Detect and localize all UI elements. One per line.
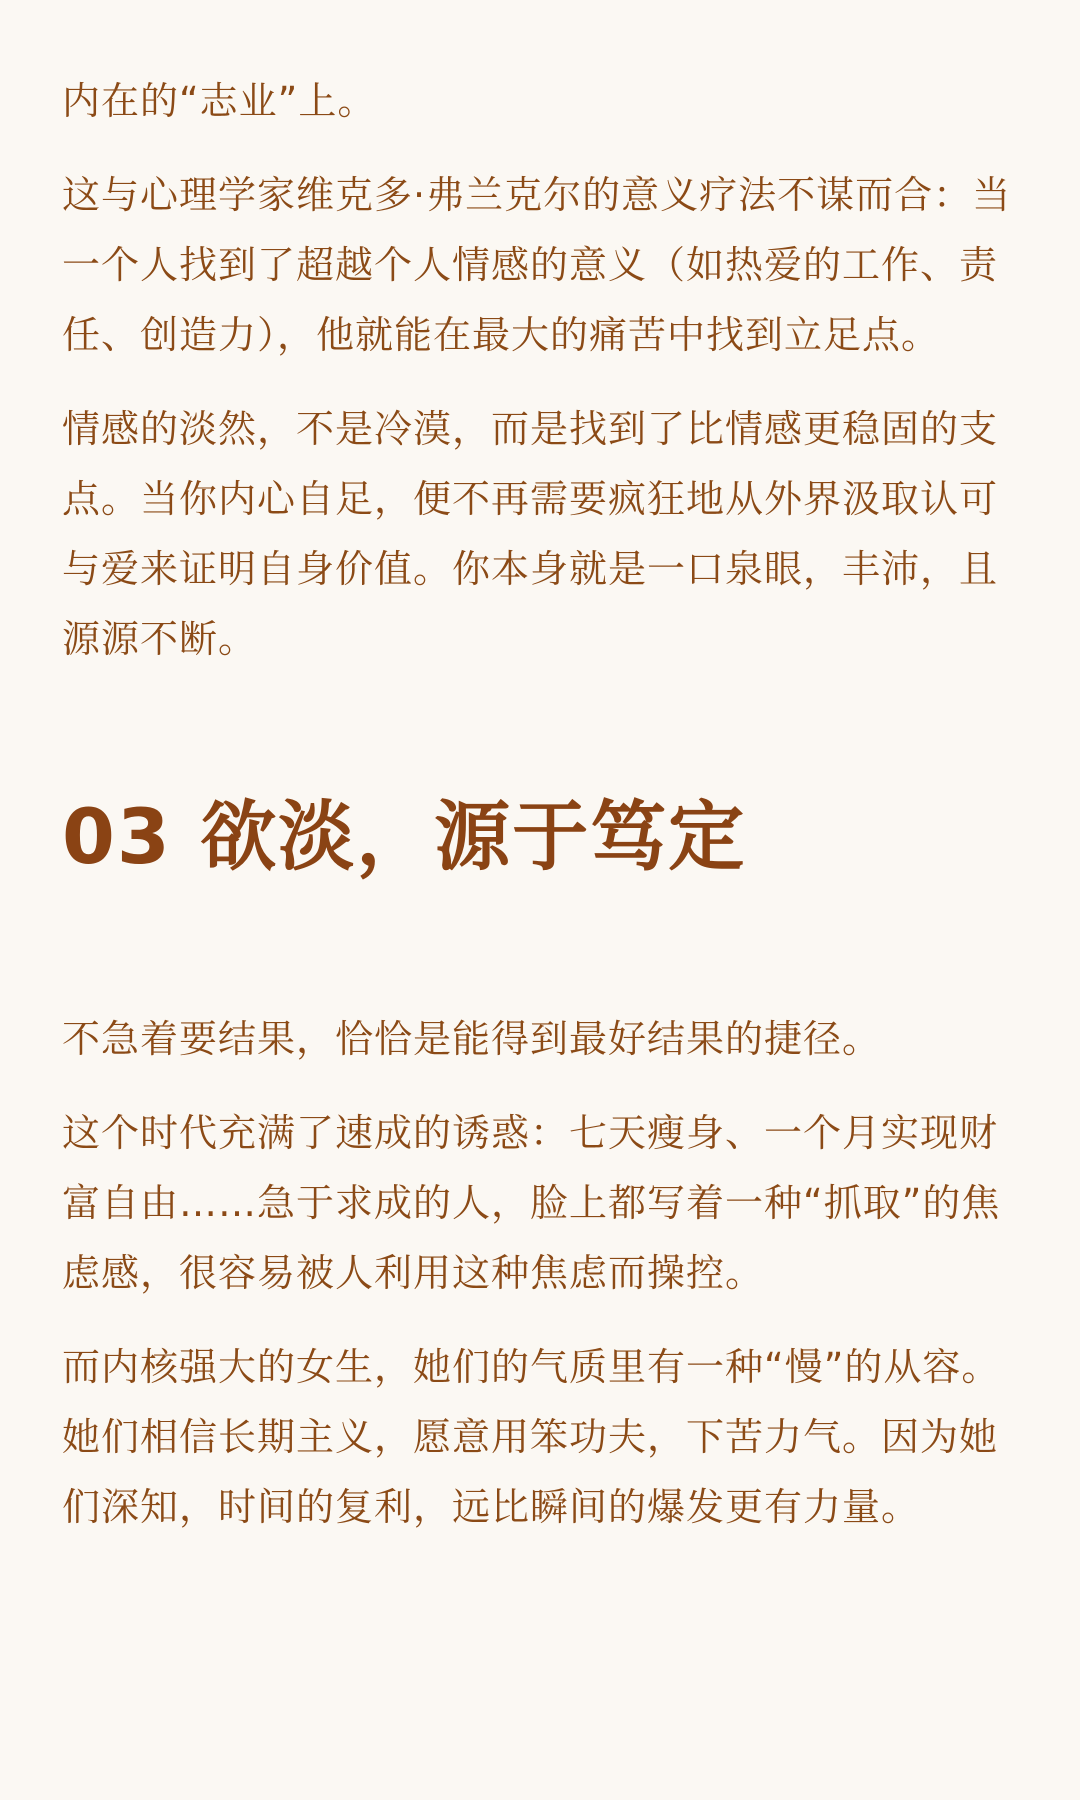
paragraph-no-rush-results: 不急着要结果，恰恰是能得到最好结果的捷径。 <box>62 1017 882 1061</box>
paragraph-quick-success-temptation: 这个时代充满了速成的诱惑：七天瘦身、一个月实现财富自由……急于求成的人，脸上都写着一种“抓取”的焦虑感，很容易被人利用这种焦虑而操控。 <box>62 1111 1001 1295</box>
section-heading-03: 03 欲淡，源于笃定 <box>62 792 747 881</box>
paragraph-emotional-calm: 情感的淡然，不是冷漠，而是找到了比情感更稳固的支点。当你内心自足，便不再需要疯狂地从外界汲取认可与爱来证明自身价值。你本身就是一口泉眼，丰沛，且源源不断。 <box>62 407 999 661</box>
paragraph-slow-composure: 而内核强大的女生，她们的气质里有一种“慢”的从容。她们相信长期主义，愿意用笨功夫，下苦力气。因为她们深知，时间的复利，远比瞬间的爆发更有力量。 <box>62 1345 1001 1529</box>
article-body <box>62 66 1022 1566</box>
paragraph-frankl-logotherapy: 这与心理学家维克多·弗兰克尔的意义疗法不谋而合：当一个人找到了超越个人情感的意义（如热爱的工作、责任、创造力），他就能在最大的痛苦中找到立足点。 <box>62 173 1012 357</box>
paragraph-calling-ending: 内在的“志业”上。 <box>62 79 377 123</box>
